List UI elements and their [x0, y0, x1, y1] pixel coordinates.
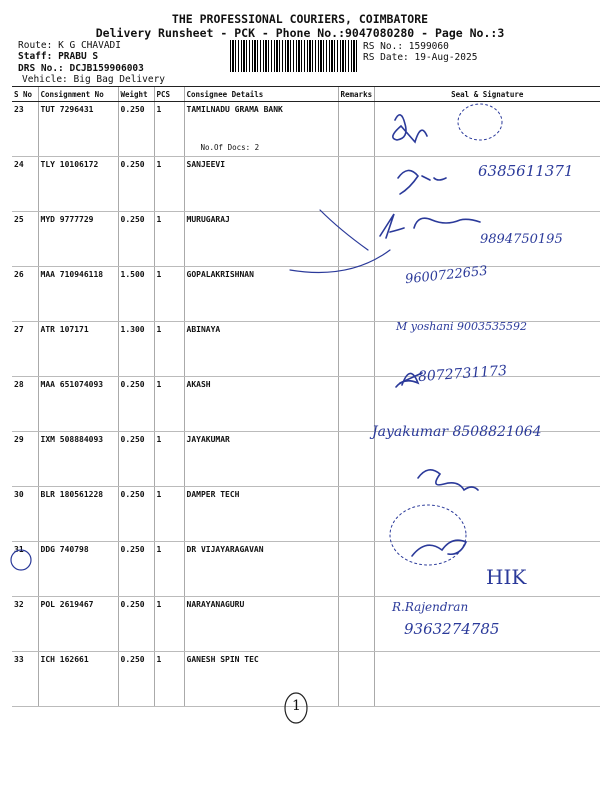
col-signature: Seal & Signature [374, 87, 600, 102]
vehicle-label: Vehicle: [22, 74, 68, 85]
cell-sno-text: 27 [14, 325, 24, 334]
col-remarks: Remarks [338, 87, 374, 102]
cell-pcs-text: 1 [156, 160, 162, 169]
cell-pcs-text: 1 [156, 655, 162, 664]
docs-count: No.Of Docs: 2 [200, 143, 260, 152]
signature-24 [398, 170, 446, 194]
cell-consignment-no-text: MAA 710946118 [40, 270, 104, 279]
cell-consignee-text: GOPALAKRISHNAN [186, 270, 254, 279]
cell-consignee-text: GANESH SPIN TEC [186, 655, 259, 664]
cell-weight-text: 0.250 [120, 380, 145, 389]
col-consignee: Consignee Details [184, 87, 338, 102]
cell-consignment-no-text: TLY 10106172 [40, 160, 99, 169]
cell-consignee-text: JAYAKUMAR [186, 435, 230, 444]
cell-weight-text: 0.250 [120, 215, 145, 224]
seal-stamp-23 [458, 104, 502, 140]
cell-consignment-no-text: MAA 651074093 [40, 380, 104, 389]
signature-23 [393, 115, 427, 142]
cell-consignee-text: NARAYANAGURU [186, 600, 245, 609]
signature-33-name: R.Rajendran [392, 600, 469, 614]
cell-weight-text: 0.250 [120, 600, 145, 609]
signature-25-phone: 9894750195 [480, 232, 563, 247]
delivery-strike-line [290, 210, 390, 273]
cell-consignment-no-text: ICH 162661 [40, 655, 89, 664]
cell-sno-text: 32 [14, 600, 24, 609]
signature-25 [380, 214, 480, 238]
cell-weight-text: 0.250 [120, 105, 145, 114]
vehicle-value: Big Bag Delivery [73, 74, 166, 85]
cell-consignee-text: TAMILNADU GRAMA BANK [186, 105, 283, 114]
cell-pcs-text: 1 [156, 545, 162, 554]
col-consignment: Consignment No [38, 87, 118, 102]
seal-stamp-31 [390, 505, 466, 565]
staff-label: Staff: [18, 51, 53, 62]
signature-32: HIK [486, 565, 527, 589]
cell-consignment-no-text: ATR 107171 [40, 325, 89, 334]
cell-consignee-text: AKASH [186, 380, 211, 389]
signature-24-phone: 6385611371 [478, 162, 574, 180]
cell-sno-text: 31 [14, 545, 24, 554]
col-sno: S No [12, 87, 38, 102]
cell-weight-text: 0.250 [120, 435, 145, 444]
cell-consignment-no-text: DDG 740798 [40, 545, 89, 554]
cell-consignee-text: DR VIJAYARAGAVAN [186, 545, 264, 554]
cell-pcs-text: 1 [156, 270, 162, 279]
cell-consignee-text: MURUGARAJ [186, 215, 230, 224]
cell-sno-text: 25 [14, 215, 24, 224]
cell-sno-text: 23 [14, 105, 24, 114]
cell-sno-text: 26 [14, 270, 24, 279]
rs-date-value: 19-Aug-2025 [414, 52, 478, 63]
runsheet-subtitle: Delivery Runsheet - PCK - Phone No.:9047080280 - Page No.:3 [95, 26, 505, 40]
cell-consignee-text: SANJEEVI [186, 160, 226, 169]
cell-consignee-text: DAMPER TECH [186, 490, 240, 499]
cell-weight-text: 1.500 [120, 270, 145, 279]
route-value: K G CHAVADI [58, 40, 121, 51]
route-label: Route: [18, 40, 53, 51]
company-title: THE PROFESSIONAL COURIERS, COIMBATORE [171, 12, 429, 26]
cell-consignment-no-text: TUT 7296431 [40, 105, 94, 114]
cell-weight-text: 0.250 [120, 545, 145, 554]
row-32-circle [11, 550, 31, 570]
rs-no-label: RS No.: [363, 41, 404, 52]
signature-27: M yoshani 9003535592 [396, 320, 527, 333]
cell-pcs-text: 1 [156, 215, 162, 224]
cell-pcs-text: 1 [156, 435, 162, 444]
cell-sno-text: 33 [14, 655, 24, 664]
staff-value: PRABU S [58, 51, 99, 62]
cell-consignment-no-text: BLR 180561228 [40, 490, 104, 499]
cell-sno-text: 28 [14, 380, 24, 389]
rs-no-value: 1599060 [408, 41, 449, 52]
cell-weight-text: 1.300 [120, 325, 145, 334]
cell-sno-text: 29 [14, 435, 24, 444]
cell-consignment-no-text: MYD 9777729 [40, 215, 94, 224]
cell-sno-text: 24 [14, 160, 24, 169]
cell-pcs-text: 1 [156, 325, 162, 334]
cell-consignment-no-text: POL 2619467 [40, 600, 94, 609]
cell-pcs-text: 1 [156, 490, 162, 499]
signature-29: Jayakumar 8508821064 [372, 424, 542, 440]
signature-26-phone: 9600722653 [404, 263, 489, 288]
cell-pcs-text: 1 [156, 600, 162, 609]
signature-33-phone: 9363274785 [404, 620, 500, 638]
cell-weight-text: 0.250 [120, 160, 145, 169]
cell-sno-text: 30 [14, 490, 24, 499]
signature-30 [418, 470, 478, 490]
rs-date-label: RS Date: [363, 52, 409, 63]
drs-label: DRS No.: [18, 63, 64, 74]
drs-value: DCJB159906003 [69, 63, 144, 74]
cell-pcs-text: 1 [156, 105, 162, 114]
col-pcs: PCS [154, 87, 184, 102]
cell-consignment-no-text: IXM 508884093 [40, 435, 104, 444]
signature-28-phone: 8072731173 [417, 362, 508, 386]
cell-pcs-text: 1 [156, 380, 162, 389]
page-mark: 1 [292, 698, 301, 714]
cell-consignee-text: ABINAYA [186, 325, 221, 334]
cell-weight-text: 0.250 [120, 655, 145, 664]
cell-weight-text: 0.250 [120, 490, 145, 499]
col-weight: Weight [118, 87, 154, 102]
